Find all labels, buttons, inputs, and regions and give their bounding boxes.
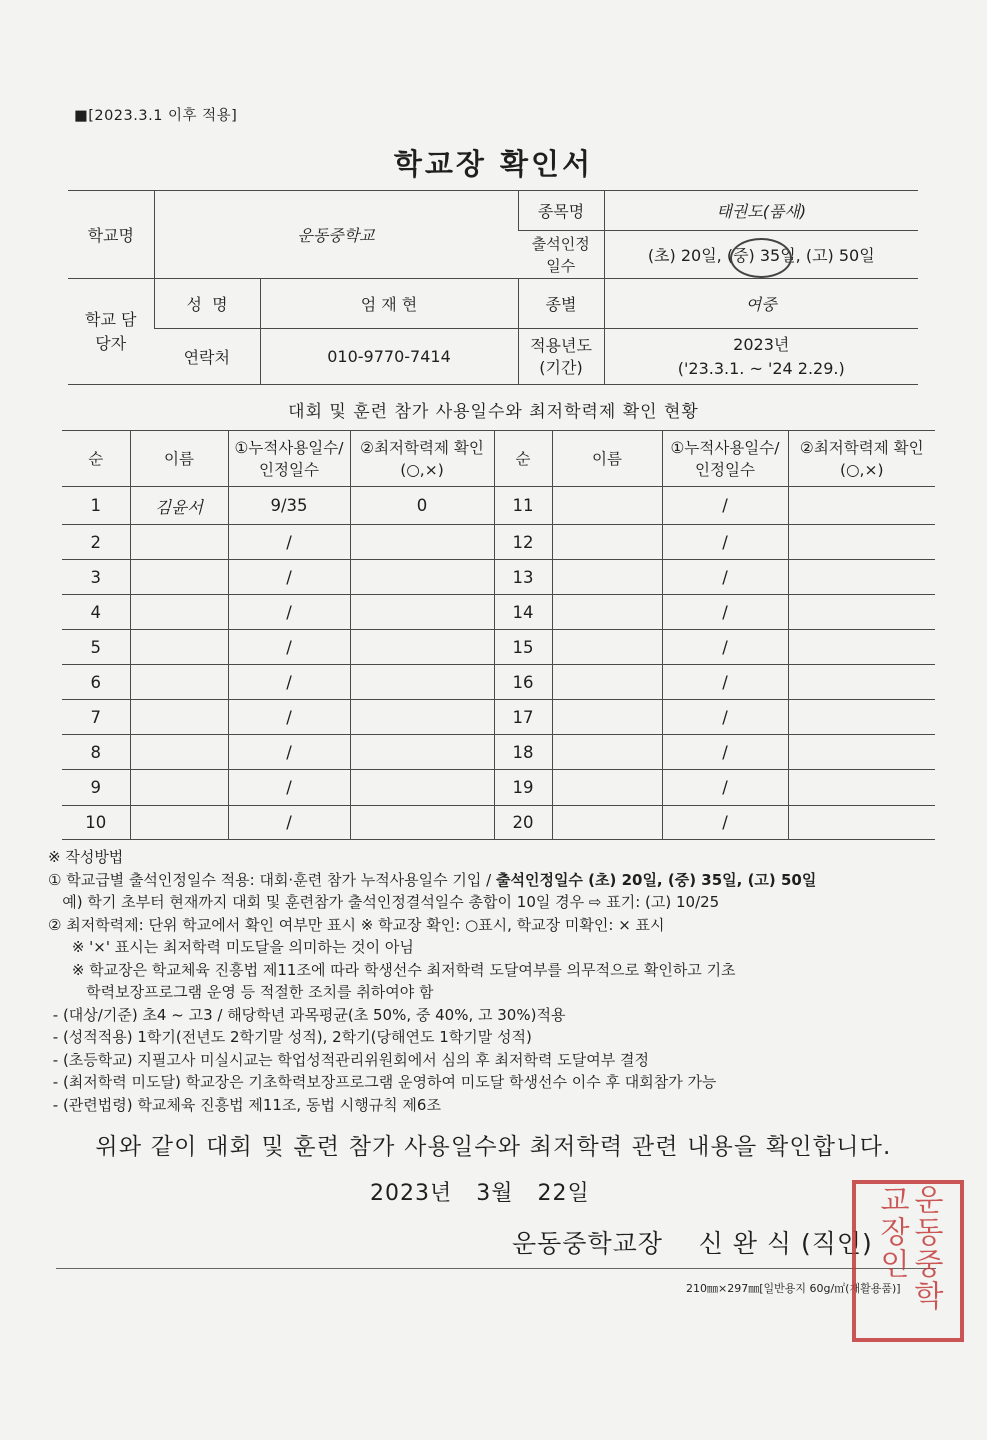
cell-days: / bbox=[228, 806, 350, 840]
table-row bbox=[62, 560, 935, 595]
paper-spec: 210㎜×297㎜[일반용지 60g/㎡(재활용품)] bbox=[686, 1282, 901, 1295]
handwritten-circle-mark bbox=[730, 238, 792, 278]
event-value: 태권도(품새) bbox=[604, 191, 918, 231]
cell-name: 김윤서 bbox=[130, 487, 228, 525]
cell-days: / bbox=[662, 595, 788, 630]
official-seal: 운동중학교장인 bbox=[852, 1180, 964, 1342]
table-body bbox=[62, 487, 935, 840]
cell-no: 13 bbox=[494, 560, 552, 595]
cell-no: 6 bbox=[62, 665, 130, 700]
note-1-text: ① 학교급별 출석인정일수 적용: 대회·훈련 참가 누적사용일수 기입 / bbox=[48, 870, 496, 889]
year-cell bbox=[604, 329, 918, 385]
cell-days: / bbox=[662, 525, 788, 560]
issue-date: 2023년 3월 22일 bbox=[370, 1181, 590, 1206]
cell-check bbox=[350, 560, 494, 595]
cell-check bbox=[788, 735, 935, 770]
cell-days: / bbox=[662, 806, 788, 840]
cell-name bbox=[552, 770, 662, 806]
cell-check bbox=[788, 700, 935, 735]
cell-no: 16 bbox=[494, 665, 552, 700]
table-row bbox=[62, 700, 935, 735]
cell-check bbox=[788, 525, 935, 560]
header-no: 순 bbox=[62, 431, 130, 487]
cell-no: 9 bbox=[62, 770, 130, 806]
cell-check bbox=[788, 560, 935, 595]
category-label: 종별 bbox=[518, 279, 604, 329]
cell-name bbox=[552, 525, 662, 560]
cell-name bbox=[130, 806, 228, 840]
category-value: 여중 bbox=[604, 279, 918, 329]
cell-name bbox=[552, 560, 662, 595]
staff-label: 학교 담당자 bbox=[68, 279, 154, 385]
cell-name bbox=[130, 525, 228, 560]
note-1 bbox=[48, 869, 948, 892]
cell-days: / bbox=[228, 770, 350, 806]
cell-check bbox=[788, 806, 935, 840]
cell-no: 3 bbox=[62, 560, 130, 595]
cell-check bbox=[350, 595, 494, 630]
cell-no: 11 bbox=[494, 487, 552, 525]
cell-check bbox=[788, 630, 935, 665]
detail-1: - (대상/기준) 초4 ~ 고3 / 해당학년 과목평균(초 50%, 중 40%, 고 30%)적용 bbox=[48, 1005, 566, 1024]
school-value: 운동중학교 bbox=[154, 191, 518, 279]
attendance-label: 출석인정 일수 bbox=[518, 231, 604, 279]
cell-name bbox=[552, 806, 662, 840]
cell-no: 18 bbox=[494, 735, 552, 770]
cell-no: 5 bbox=[62, 630, 130, 665]
cell-check bbox=[788, 595, 935, 630]
cell-days: / bbox=[228, 665, 350, 700]
cell-name bbox=[552, 630, 662, 665]
cell-no: 8 bbox=[62, 735, 130, 770]
year-value: 2023년 bbox=[733, 334, 790, 354]
cell-check bbox=[788, 770, 935, 806]
table-row bbox=[62, 595, 935, 630]
table-row bbox=[62, 770, 935, 806]
note-1-example: 예) 학기 초부터 현재까지 대회 및 훈련참가 출석인정결석일수 총합이 10일 경우 ⇨ 표기: (고) 10/25 bbox=[48, 893, 720, 911]
cell-no: 12 bbox=[494, 525, 552, 560]
cell-name bbox=[130, 770, 228, 806]
cell-days: / bbox=[662, 487, 788, 525]
cell-no: 10 bbox=[62, 806, 130, 840]
name-value: 엄 재 현 bbox=[260, 279, 518, 329]
cell-name bbox=[130, 735, 228, 770]
cell-name bbox=[552, 487, 662, 525]
event-label: 종목명 bbox=[518, 191, 604, 231]
table-row bbox=[62, 735, 935, 770]
cell-days: / bbox=[228, 630, 350, 665]
cell-days: / bbox=[662, 630, 788, 665]
detail-2: - (성적적용) 1학기(전년도 2학기말 성적), 2학기(당해연도 1학기말 성적) bbox=[48, 1028, 532, 1046]
cell-days: / bbox=[662, 665, 788, 700]
detail-5: - (관련법령) 학교체육 진흥법 제11조, 동법 시행규칙 제6조 bbox=[48, 1095, 441, 1114]
cell-no: 1 bbox=[62, 487, 130, 525]
contact-value: 010-9770-7414 bbox=[260, 329, 518, 385]
attendance-value: (초) 20일, (중) 35일, (고) 50일 bbox=[604, 231, 918, 279]
writing-instructions bbox=[48, 846, 948, 1116]
cell-days: 9/35 bbox=[228, 487, 350, 525]
year-label: 적용년도 (기간) bbox=[518, 329, 604, 385]
table-row bbox=[62, 487, 935, 525]
header-check-2: ②최저학력제 확인(○,×) bbox=[788, 431, 935, 487]
note-2: ② 최저학력제: 단위 학교에서 확인 여부만 표시 ※ 학교장 확인: ○표시, 학교장 미확인: × 표시 bbox=[48, 915, 665, 934]
cell-check bbox=[350, 770, 494, 806]
contact-label: 연락처 bbox=[154, 329, 260, 385]
cell-no: 7 bbox=[62, 700, 130, 735]
cell-no: 20 bbox=[494, 806, 552, 840]
table-row bbox=[62, 806, 935, 840]
school-info-table bbox=[68, 190, 918, 385]
cell-check bbox=[350, 525, 494, 560]
cell-check bbox=[788, 487, 935, 525]
header-name: 이름 bbox=[130, 431, 228, 487]
cell-days: / bbox=[228, 735, 350, 770]
cell-days: / bbox=[228, 700, 350, 735]
cell-name bbox=[552, 595, 662, 630]
cell-no: 17 bbox=[494, 700, 552, 735]
cell-check bbox=[350, 806, 494, 840]
cell-check bbox=[350, 665, 494, 700]
cell-days: / bbox=[228, 560, 350, 595]
cell-no: 4 bbox=[62, 595, 130, 630]
cell-check: 0 bbox=[350, 487, 494, 525]
note-3: ※ '×' 표시는 최저학력 미도달을 의미하는 것이 아님 bbox=[48, 938, 414, 956]
cell-check bbox=[350, 700, 494, 735]
bottom-divider bbox=[56, 1268, 936, 1269]
cell-name bbox=[552, 735, 662, 770]
principal-signature: 운동중학교장 신 완 식 (직인) bbox=[512, 1229, 873, 1258]
note-4: ※ 학교장은 학교체육 진흥법 제11조에 따라 학생선수 최저학력 도달여부를 의무적으로 확인하고 기초 bbox=[48, 960, 736, 979]
table-row bbox=[62, 630, 935, 665]
cell-name bbox=[130, 665, 228, 700]
header-days-2: ①누적사용일수/ 인정일수 bbox=[662, 431, 788, 487]
cell-no: 15 bbox=[494, 630, 552, 665]
note-5: 학력보장프로그램 운영 등 적절한 조치를 취하여야 함 bbox=[48, 983, 434, 1001]
applicability-notice: ■[2023.3.1 이후 적용] bbox=[74, 108, 238, 124]
cell-name bbox=[552, 665, 662, 700]
header-days: ①누적사용일수/인정일수 bbox=[228, 431, 350, 487]
cell-no: 14 bbox=[494, 595, 552, 630]
cell-check bbox=[788, 665, 935, 700]
cell-days: / bbox=[662, 735, 788, 770]
header-check: ②최저학력제 확인(○,×) bbox=[350, 431, 494, 487]
detail-4: - (최저학력 미도달) 학교장은 기초학력보장프로그램 운영하여 미도달 학생선수 이수 후 대회참가 가능 bbox=[48, 1073, 717, 1091]
cell-no: 2 bbox=[62, 525, 130, 560]
table-row bbox=[62, 665, 935, 700]
document-title: 학교장 확인서 bbox=[393, 147, 594, 181]
notes-heading: ※ 작성방법 bbox=[48, 848, 124, 866]
section-title: 대회 및 훈련 참가 사용일수와 최저학력제 확인 현황 bbox=[288, 402, 699, 422]
cell-days: / bbox=[662, 700, 788, 735]
header-name-2: 이름 bbox=[552, 431, 662, 487]
cell-name bbox=[130, 595, 228, 630]
period-value: ('23.3.1. ~ '24 2.29.) bbox=[677, 358, 845, 378]
confirmation-statement: 위와 같이 대회 및 훈련 참가 사용일수와 최저학력 관련 내용을 확인합니다. bbox=[95, 1134, 892, 1160]
participation-table bbox=[62, 430, 935, 840]
detail-3: - (초등학교) 지필고사 미실시교는 학업성적관리위원회에서 심의 후 최저학력 도달여부 결정 bbox=[48, 1050, 649, 1069]
cell-name bbox=[130, 560, 228, 595]
table-row bbox=[62, 525, 935, 560]
school-label: 학교명 bbox=[68, 191, 154, 279]
cell-check bbox=[350, 630, 494, 665]
cell-days: / bbox=[662, 560, 788, 595]
cell-days: / bbox=[228, 595, 350, 630]
header-no-2: 순 bbox=[494, 431, 552, 487]
note-1-bold: 출석인정일수 (초) 20일, (중) 35일, (고) 50일 bbox=[495, 870, 817, 889]
name-label: 성 명 bbox=[154, 279, 260, 329]
cell-days: / bbox=[662, 770, 788, 806]
cell-name bbox=[552, 700, 662, 735]
cell-no: 19 bbox=[494, 770, 552, 806]
cell-name bbox=[130, 700, 228, 735]
cell-check bbox=[350, 735, 494, 770]
cell-days: / bbox=[228, 525, 350, 560]
cell-name bbox=[130, 630, 228, 665]
